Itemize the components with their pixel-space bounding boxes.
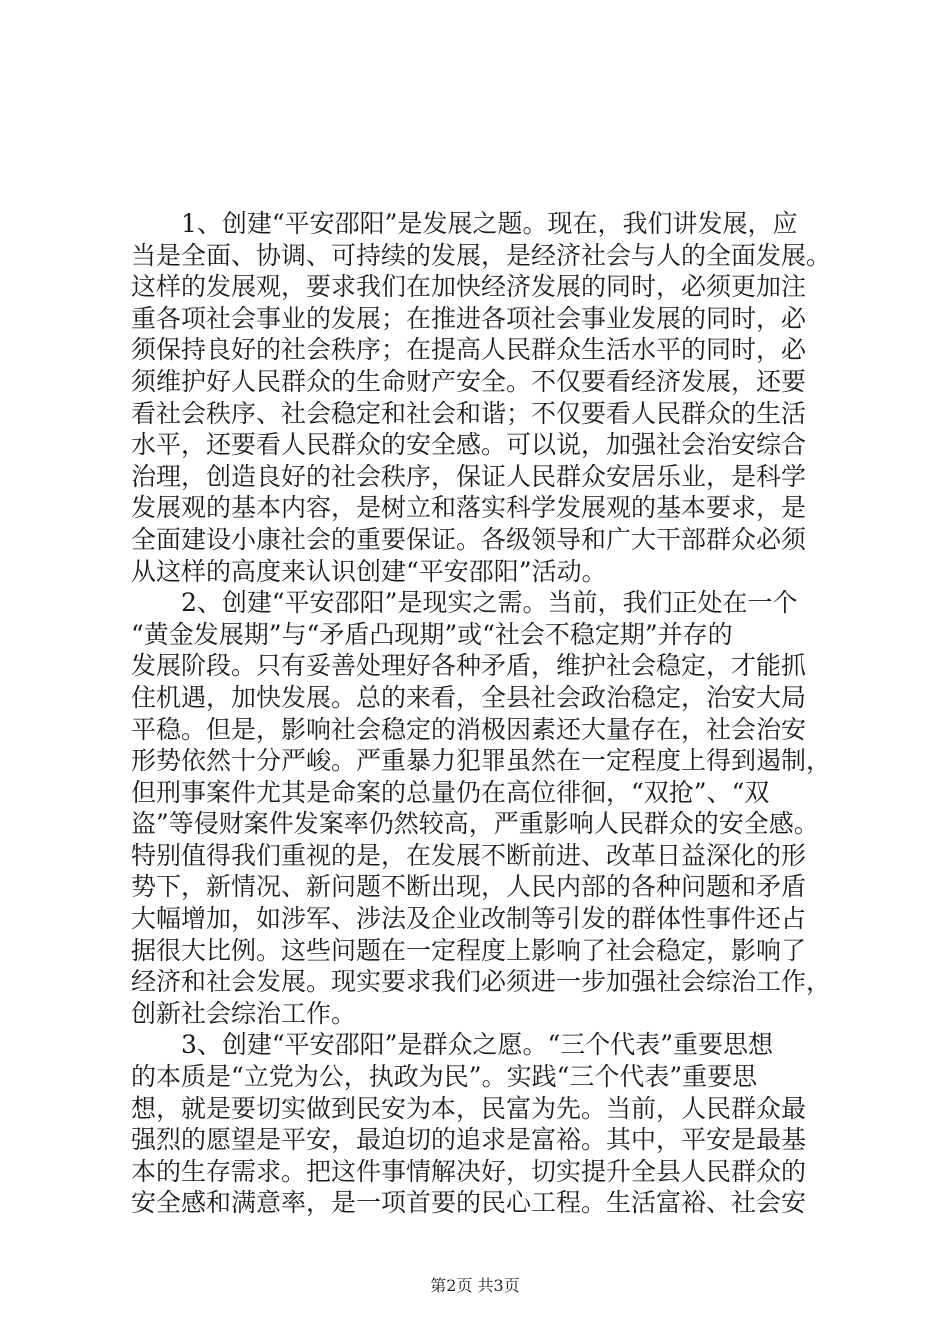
- paragraph-2-line-6: 形势依然十分严峻。严重暴力犯罪虽然在一定程度上得到遏制，: [131, 746, 832, 776]
- paragraph-2-line-4: 住机遇，加快发展。总的来看，全县社会政治稳定，治安大局: [131, 682, 807, 712]
- paragraph-2-line-14: 创新社会综治工作。: [131, 998, 357, 1028]
- paragraph-3-line-1: 3、创建“平安邵阳”是群众之愿。“三个代表”重要思想: [181, 1030, 774, 1060]
- paragraph-2-line-9: 特别值得我们重视的是，在发展不断前进、改革日益深化的形: [131, 840, 807, 870]
- paragraph-2-line-7: 但刑事案件尤其是命案的总量仍在高位徘徊，“双抢”、“双: [131, 777, 770, 807]
- paragraph-1-line-2: 当是全面、协调、可持续的发展，是经济社会与人的全面发展。: [131, 240, 832, 270]
- paragraph-1-line-5: 须保持良好的社会秩序；在提高人民群众生活水平的同时，必: [131, 335, 807, 365]
- paragraph-2-line-10: 势下，新情况、新问题不断出现，人民内部的各种问题和矛盾: [131, 872, 807, 902]
- paragraph-2-line-13: 经济和社会发展。现实要求我们必须进一步加强社会综治工作，: [131, 967, 832, 997]
- paragraph-1-line-11: 全面建设小康社会的重要保证。各级领导和广大干部群众必须: [131, 524, 807, 554]
- paragraph-1-line-10: 发展观的基本内容，是树立和落实科学发展观的基本要求，是: [131, 493, 807, 523]
- page-number-footer: 第2页 共3页: [430, 1276, 520, 1295]
- paragraph-2-line-8: 盗”等侵财案件发案率仍然较高，严重影响人民群众的安全感。: [131, 809, 819, 839]
- paragraph-3-line-6: 安全感和满意率，是一项首要的民心工程。生活富裕、社会安: [131, 1188, 807, 1218]
- paragraph-2-line-3: 发展阶段。只有妥善处理好各种矛盾，维护社会稳定，才能抓: [131, 651, 807, 681]
- paragraph-1-line-7: 看社会秩序、社会稳定和社会和谐；不仅要看人民群众的生活: [131, 398, 807, 428]
- paragraph-3-line-3: 想，就是要切实做到民安为本，民富为先。当前，人民群众最: [131, 1093, 807, 1123]
- paragraph-3-line-4: 强烈的愿望是平安，最迫切的追求是富裕。其中，平安是最基: [131, 1125, 807, 1155]
- paragraph-1-line-12: 从这样的高度来认识创建“平安邵阳”活动。: [131, 556, 607, 586]
- paragraph-3-line-2: 的本质是“立党为公，执政为民”。实践“三个代表”重要思: [131, 1062, 758, 1092]
- paragraph-2-line-2: “黄金发展期”与“矛盾凸现期”或“社会不稳定期”并存的: [131, 619, 733, 649]
- paragraph-1-line-8: 水平，还要看人民群众的安全感。可以说，加强社会治安综合: [131, 430, 807, 460]
- paragraph-2-line-12: 据很大比例。这些问题在一定程度上影响了社会稳定，影响了: [131, 935, 807, 965]
- paragraph-1-line-4: 重各项社会事业的发展；在推进各项社会事业发展的同时，必: [131, 303, 807, 333]
- paragraph-2-line-5: 平稳。但是，影响社会稳定的消极因素还大量存在，社会治安: [131, 714, 807, 744]
- paragraph-3-line-5: 本的生存需求。把这件事情解决好，切实提升全县人民群众的: [131, 1156, 807, 1186]
- paragraph-2-line-11: 大幅增加，如涉军、涉法及企业改制等引发的群体性事件还占: [131, 904, 807, 934]
- paragraph-2-line-1: 2、创建“平安邵阳”是现实之需。当前，我们正处在一个: [181, 588, 798, 618]
- paragraph-1-line-3: 这样的发展观，要求我们在加快经济发展的同时，必须更加注: [131, 272, 807, 302]
- document-body: [131, 208, 831, 1219]
- paragraph-1-line-6: 须维护好人民群众的生命财产安全。不仅要看经济发展，还要: [131, 366, 807, 396]
- paragraph-1-line-1: 1、创建“平安邵阳”是发展之题。现在，我们讲发展，应: [181, 209, 798, 238]
- paragraph-1-line-9: 治理，创造良好的社会秩序，保证人民群众安居乐业，是科学: [131, 461, 807, 491]
